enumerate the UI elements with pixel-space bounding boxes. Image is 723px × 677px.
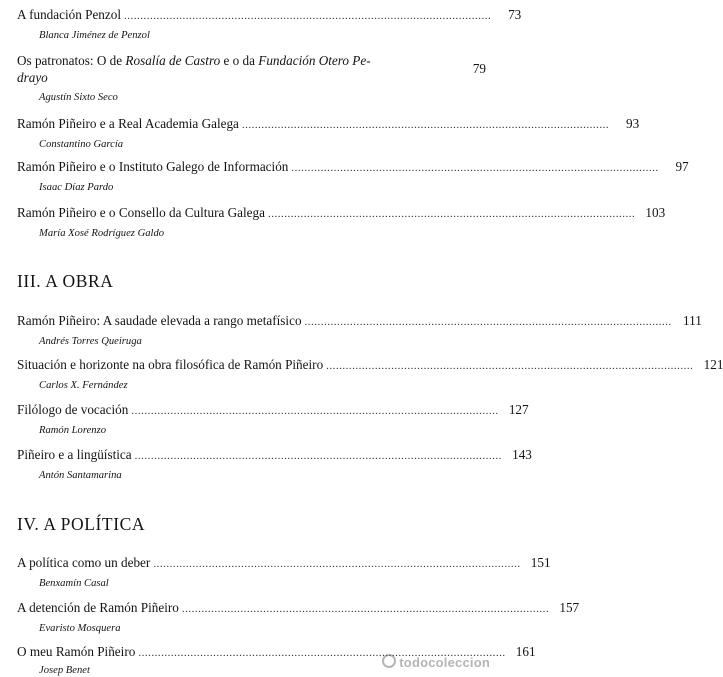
dot-leader: ................................................................................................................. xyxy=(153,558,521,570)
entry-author: Agustín Sixto Seco xyxy=(39,92,118,103)
dot-leader: ................................................................................................................. xyxy=(131,405,499,417)
watermark-logo-icon xyxy=(382,654,396,668)
entry-title: A detención de Ramón Piñeiro xyxy=(17,600,179,615)
entry-author: Carlos X. Fernández xyxy=(39,380,128,391)
entry-author: María Xosé Rodríguez Galdo xyxy=(39,228,165,239)
entry-title: Os patronatos: O de Rosalía de Castro e o da Fundación Otero Pe- xyxy=(17,53,371,68)
dot-leader: ................................................................................................................. xyxy=(138,647,506,659)
toc-entry xyxy=(17,356,723,392)
toc-entry xyxy=(17,312,702,348)
dot-leader: ................................................................................................................. xyxy=(181,603,550,615)
entry-title: Ramón Piñeiro e a Real Academia Galega xyxy=(17,116,239,131)
page-number: 97 xyxy=(675,159,689,174)
page-number: 121 xyxy=(703,357,723,372)
section-heading: IV. A POLÍTICA xyxy=(17,514,146,534)
toc-entry xyxy=(17,6,522,42)
entry-title: A fundación Penzol xyxy=(17,7,122,22)
page-number: 157 xyxy=(559,600,580,615)
dot-leader: ................................................................................................................. xyxy=(241,119,610,131)
page-number: 127 xyxy=(508,402,529,417)
toc-entry xyxy=(17,158,689,194)
toc-entry xyxy=(17,554,551,590)
entry-author: Josep Benet xyxy=(39,665,90,676)
dot-leader xyxy=(51,71,456,88)
entry-author: Andrés Torres Queiruga xyxy=(39,336,142,347)
page-number: 111 xyxy=(682,313,702,328)
page-number: 143 xyxy=(512,447,532,462)
toc-entry xyxy=(17,599,580,635)
toc-entry xyxy=(17,446,532,482)
entry-author: Evaristo Mosquera xyxy=(39,623,121,634)
page-number: 151 xyxy=(530,555,551,570)
entry-author: Constantino García xyxy=(39,139,124,150)
dot-leader: ................................................................................................................. xyxy=(304,316,672,328)
entry-title: Filólogo de vocación xyxy=(17,402,129,417)
dot-leader: ................................................................................................................. xyxy=(291,162,659,174)
page-number: 93 xyxy=(625,116,640,131)
entry-author: Blanca Jiménez de Penzol xyxy=(39,30,150,41)
toc-entry xyxy=(17,204,666,240)
dot-leader: ................................................................................................................. xyxy=(267,208,636,220)
page-number: 73 xyxy=(508,7,522,22)
toc-entry xyxy=(17,52,486,104)
toc-entry xyxy=(17,115,640,151)
entry-title: Ramón Piñeiro e o Instituto Galego de Información xyxy=(17,159,289,174)
entry-title: A política como un deber xyxy=(17,555,151,570)
entry-title: O meu Ramón Piñeiro xyxy=(17,644,136,659)
dot-leader: ................................................................................................................. xyxy=(134,450,502,462)
entry-author: Isaac Díaz Pardo xyxy=(39,182,114,193)
entry-title: Ramón Piñeiro e o Consello da Cultura Galega xyxy=(17,205,265,220)
section-heading: III. A OBRA xyxy=(17,271,114,291)
page-number: 79 xyxy=(472,61,486,76)
dot-leader: ................................................................................................................. xyxy=(326,360,694,372)
entry-author: Ramón Lorenzo xyxy=(39,425,106,436)
watermark: todocoleccion xyxy=(382,654,490,670)
entry-title: Ramón Piñeiro: A saudade elevada a rango metafísico xyxy=(17,313,302,328)
entry-title-continuation: drayo xyxy=(17,70,48,85)
entry-author: Antón Santamarina xyxy=(39,470,122,481)
toc-entry xyxy=(17,401,529,437)
entry-author: Benxamín Casal xyxy=(39,578,109,589)
entry-title: Piñeiro e a lingüística xyxy=(17,447,132,462)
entry-title: Situación e horizonte na obra filosófica de Ramón Piñeiro xyxy=(17,357,324,372)
page-number: 103 xyxy=(645,205,666,220)
dot-leader: ................................................................................................................. xyxy=(124,10,492,22)
page-number: 161 xyxy=(515,644,536,659)
